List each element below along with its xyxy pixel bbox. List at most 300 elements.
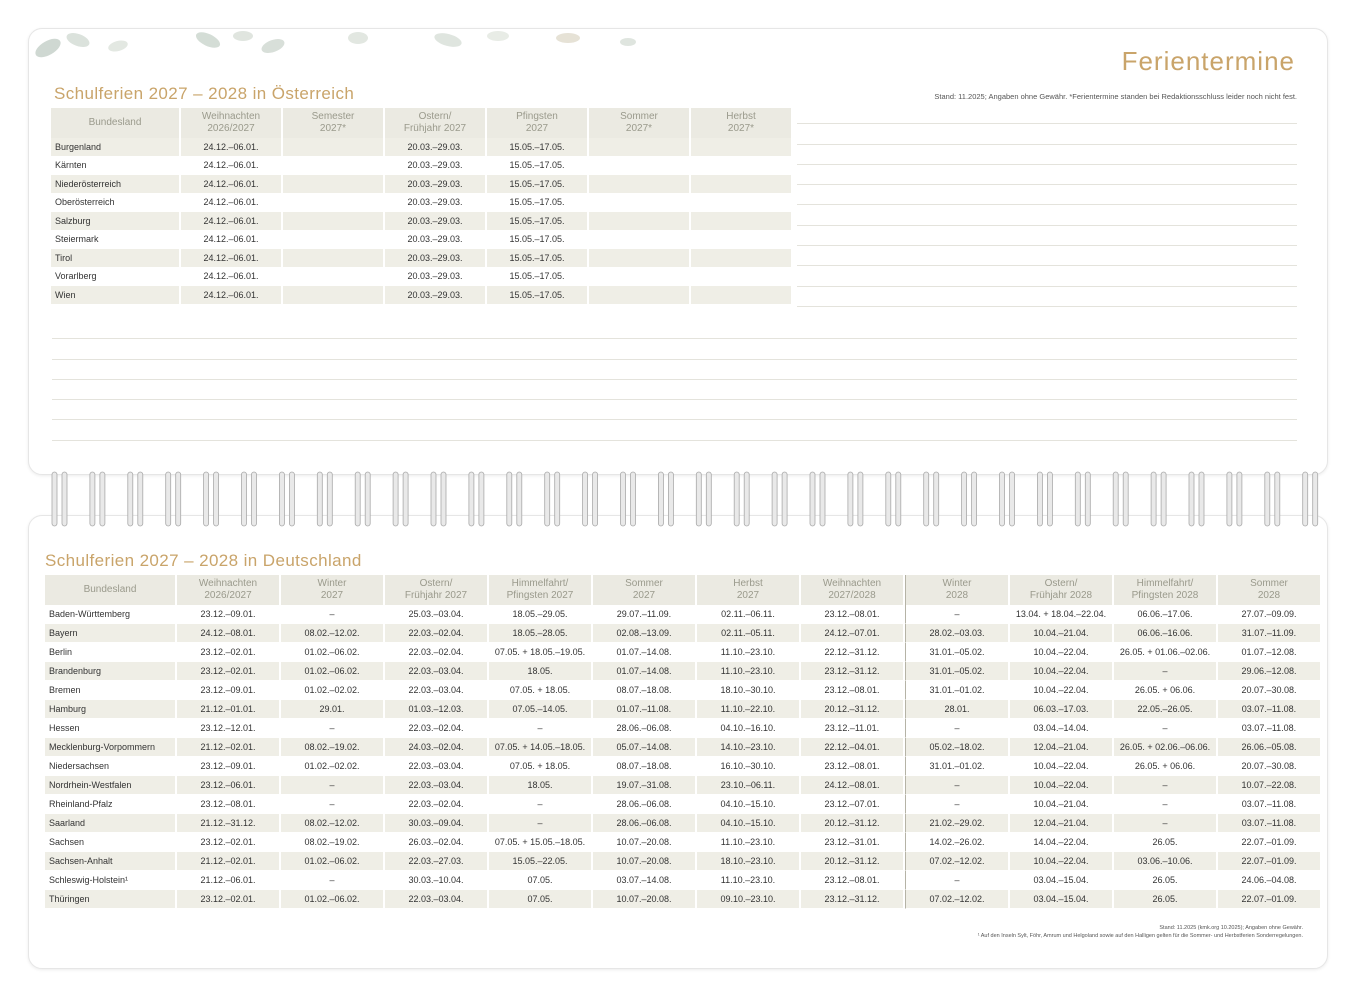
table-header: Ostern/ Frühjahr 2028: [1010, 575, 1112, 605]
date-cell: –: [1114, 776, 1216, 795]
table-row: [51, 212, 791, 231]
date-cell: 22.03.–02.04.: [385, 719, 487, 738]
date-cell: 12.04.–21.04.: [1010, 738, 1112, 757]
bundesland-cell: Sachsen: [45, 833, 175, 852]
table-row: [51, 175, 791, 194]
date-cell: 31.07.–11.09.: [1218, 624, 1320, 643]
date-cell: 27.07.–09.09.: [1218, 605, 1320, 624]
date-cell: 31.01.–05.02.: [905, 662, 1008, 681]
bundesland-cell: Niedersachsen: [45, 757, 175, 776]
table-header: Winter 2028: [905, 575, 1008, 605]
date-cell: [691, 231, 791, 250]
date-cell: 23.10.–06.11.: [697, 776, 799, 795]
note-lines-right: [797, 104, 1297, 307]
date-cell: 26.06.–05.08.: [1218, 738, 1320, 757]
date-cell: 20.03.–29.03.: [385, 194, 485, 213]
table-row: [51, 138, 791, 157]
bundesland-cell: Tirol: [51, 249, 179, 268]
date-cell: 24.12.–06.01.: [181, 286, 281, 305]
date-cell: [589, 286, 689, 305]
date-cell: 23.12.–08.01.: [801, 757, 903, 776]
date-cell: 07.05.–14.05.: [489, 700, 591, 719]
date-cell: 05.02.–18.02.: [905, 738, 1008, 757]
table-row: [45, 776, 1320, 795]
date-cell: 20.07.–30.08.: [1218, 681, 1320, 700]
date-cell: 31.01.–05.02.: [905, 643, 1008, 662]
date-cell: 01.07.–14.08.: [593, 662, 695, 681]
date-cell: 25.03.–03.04.: [385, 605, 487, 624]
date-cell: 21.12.–02.01.: [177, 852, 279, 871]
date-cell: 15.05.–17.05.: [487, 249, 587, 268]
bundesland-cell: Wien: [51, 286, 179, 305]
date-cell: 21.12.–01.01.: [177, 700, 279, 719]
date-cell: 01.07.–14.08.: [593, 643, 695, 662]
date-cell: 20.12.–31.12.: [801, 814, 903, 833]
germany-holiday-table: [43, 575, 1322, 909]
date-cell: 10.04.–22.04.: [1010, 776, 1112, 795]
date-cell: 22.03.–02.04.: [385, 624, 487, 643]
date-cell: [283, 249, 383, 268]
bundesland-cell: Thüringen: [45, 890, 175, 909]
date-cell: 26.05. + 01.06.–02.06.: [1114, 643, 1216, 662]
bundesland-cell: Bayern: [45, 624, 175, 643]
date-cell: 23.12.–12.01.: [177, 719, 279, 738]
date-cell: [589, 157, 689, 176]
date-cell: 07.02.–12.02.: [905, 852, 1008, 871]
table-row: [45, 795, 1320, 814]
date-cell: –: [1114, 719, 1216, 738]
date-cell: 07.05.: [489, 890, 591, 909]
date-cell: 23.12.–02.01.: [177, 833, 279, 852]
bundesland-cell: Oberösterreich: [51, 194, 179, 213]
date-cell: 26.05.: [1114, 833, 1216, 852]
date-cell: [691, 157, 791, 176]
date-cell: 07.05. + 14.05.–18.05.: [489, 738, 591, 757]
table-row: [51, 268, 791, 287]
date-cell: 07.05. + 18.05.–19.05.: [489, 643, 591, 662]
date-cell: 21.12.–06.01.: [177, 871, 279, 890]
bundesland-cell: Salzburg: [51, 212, 179, 231]
date-cell: 01.02.–06.02.: [281, 890, 383, 909]
date-cell: 08.02.–19.02.: [281, 833, 383, 852]
table-header: Sommer 2027: [593, 575, 695, 605]
date-cell: 20.07.–30.08.: [1218, 757, 1320, 776]
date-cell: 22.03.–02.04.: [385, 795, 487, 814]
date-cell: [589, 249, 689, 268]
date-cell: 26.03.–02.04.: [385, 833, 487, 852]
table-row: [45, 719, 1320, 738]
date-cell: 14.02.–26.02.: [905, 833, 1008, 852]
date-cell: [691, 138, 791, 157]
date-cell: 23.12.–02.01.: [177, 643, 279, 662]
date-cell: –: [489, 814, 591, 833]
date-cell: [589, 194, 689, 213]
date-cell: 23.12.–11.01.: [801, 719, 903, 738]
bundesland-cell: Mecklenburg-Vorpommern: [45, 738, 175, 757]
date-cell: –: [281, 776, 383, 795]
date-cell: 26.05. + 06.06.: [1114, 757, 1216, 776]
date-cell: 23.12.–09.01.: [177, 757, 279, 776]
bundesland-cell: Berlin: [45, 643, 175, 662]
date-cell: 08.02.–19.02.: [281, 738, 383, 757]
germany-section-title: Schulferien 2027 – 2028 in Deutschland: [45, 551, 362, 570]
table-row: [45, 681, 1320, 700]
bundesland-cell: Hessen: [45, 719, 175, 738]
date-cell: 13.04. + 18.04.–22.04.: [1010, 605, 1112, 624]
date-cell: –: [905, 776, 1008, 795]
date-cell: –: [905, 871, 1008, 890]
date-cell: 26.05. + 02.06.–06.06.: [1114, 738, 1216, 757]
date-cell: 20.12.–31.12.: [801, 700, 903, 719]
date-cell: 29.07.–11.09.: [593, 605, 695, 624]
date-cell: [283, 212, 383, 231]
date-cell: 23.12.–06.01.: [177, 776, 279, 795]
date-cell: 04.10.–15.10.: [697, 795, 799, 814]
date-cell: 15.05.–17.05.: [487, 194, 587, 213]
date-cell: 24.12.–07.01.: [801, 624, 903, 643]
date-cell: 15.05.–17.05.: [487, 157, 587, 176]
date-cell: [283, 157, 383, 176]
date-cell: 10.04.–22.04.: [1010, 662, 1112, 681]
date-cell: 08.07.–18.08.: [593, 757, 695, 776]
date-cell: 10.07.–22.08.: [1218, 776, 1320, 795]
date-cell: 01.02.–06.02.: [281, 643, 383, 662]
date-cell: 23.12.–07.01.: [801, 795, 903, 814]
date-cell: 04.10.–16.10.: [697, 719, 799, 738]
table-row: [45, 624, 1320, 643]
table-header: Pfingsten 2027: [487, 108, 587, 138]
date-cell: 21.12.–31.12.: [177, 814, 279, 833]
date-cell: 14.04.–22.04.: [1010, 833, 1112, 852]
table-row: [45, 833, 1320, 852]
date-cell: [589, 231, 689, 250]
date-cell: 19.07.–31.08.: [593, 776, 695, 795]
date-cell: 22.07.–01.09.: [1218, 890, 1320, 909]
date-cell: 15.05.–17.05.: [487, 268, 587, 287]
table-header: Winter 2027: [281, 575, 383, 605]
date-cell: 23.12.–02.01.: [177, 662, 279, 681]
date-cell: 03.04.–14.04.: [1010, 719, 1112, 738]
date-cell: 28.06.–06.08.: [593, 814, 695, 833]
spiral-binding-icon: [40, 468, 1320, 530]
date-cell: 24.03.–02.04.: [385, 738, 487, 757]
date-cell: [283, 268, 383, 287]
bundesland-cell: Burgenland: [51, 138, 179, 157]
date-cell: –: [281, 605, 383, 624]
bundesland-cell: Steiermark: [51, 231, 179, 250]
table-header: Ostern/ Frühjahr 2027: [385, 108, 485, 138]
date-cell: 24.12.–06.01.: [181, 268, 281, 287]
date-cell: 10.07.–20.08.: [593, 852, 695, 871]
date-cell: 24.12.–06.01.: [181, 212, 281, 231]
date-cell: 30.03.–09.04.: [385, 814, 487, 833]
bundesland-cell: Rheinland-Pfalz: [45, 795, 175, 814]
date-cell: 23.12.–08.01.: [801, 605, 903, 624]
date-cell: 22.07.–01.09.: [1218, 833, 1320, 852]
page-title: Ferientermine: [1121, 46, 1295, 76]
date-cell: 26.05.: [1114, 871, 1216, 890]
table-row: [51, 194, 791, 213]
date-cell: –: [489, 795, 591, 814]
footnote-stand: Stand: 11.2025 (kmk.org 10.2025); Angaben ohne Gewähr.: [1159, 925, 1303, 931]
bundesland-cell: Hamburg: [45, 700, 175, 719]
date-cell: 23.12.–08.01.: [801, 871, 903, 890]
table-row: [45, 662, 1320, 681]
date-cell: 20.03.–29.03.: [385, 175, 485, 194]
date-cell: 22.03.–03.04.: [385, 681, 487, 700]
table-header: Himmelfahrt/ Pfingsten 2028: [1114, 575, 1216, 605]
date-cell: 03.07.–11.08.: [1218, 700, 1320, 719]
date-cell: 22.03.–03.04.: [385, 890, 487, 909]
date-cell: 11.10.–23.10.: [697, 643, 799, 662]
date-cell: –: [1114, 662, 1216, 681]
date-cell: 16.10.–30.10.: [697, 757, 799, 776]
date-cell: 03.07.–11.08.: [1218, 795, 1320, 814]
date-cell: [691, 212, 791, 231]
date-cell: 24.12.–06.01.: [181, 175, 281, 194]
date-cell: [691, 268, 791, 287]
bundesland-cell: Kärnten: [51, 157, 179, 176]
date-cell: [283, 175, 383, 194]
date-cell: 11.10.–23.10.: [697, 871, 799, 890]
date-cell: 22.03.–27.03.: [385, 852, 487, 871]
date-cell: 24.12.–08.01.: [801, 776, 903, 795]
bundesland-cell: Sachsen-Anhalt: [45, 852, 175, 871]
table-header: Herbst 2027*: [691, 108, 791, 138]
date-cell: 03.07.–14.08.: [593, 871, 695, 890]
table-row: [45, 871, 1320, 890]
bundesland-cell: Schleswig-Holstein¹: [45, 871, 175, 890]
date-cell: 22.05.–26.05.: [1114, 700, 1216, 719]
date-cell: 22.03.–03.04.: [385, 662, 487, 681]
date-cell: 22.03.–03.04.: [385, 776, 487, 795]
date-cell: 03.06.–10.06.: [1114, 852, 1216, 871]
date-cell: 18.05.–29.05.: [489, 605, 591, 624]
date-cell: –: [905, 719, 1008, 738]
date-cell: 01.02.–06.02.: [281, 662, 383, 681]
date-cell: –: [281, 795, 383, 814]
date-cell: 01.02.–06.02.: [281, 852, 383, 871]
date-cell: 01.07.–11.08.: [593, 700, 695, 719]
date-cell: 23.12.–08.01.: [801, 681, 903, 700]
date-cell: 20.12.–31.12.: [801, 852, 903, 871]
table-header: Bundesland: [45, 575, 175, 605]
date-cell: 11.10.–22.10.: [697, 700, 799, 719]
date-cell: 10.04.–21.04.: [1010, 624, 1112, 643]
date-cell: 24.06.–04.08.: [1218, 871, 1320, 890]
date-cell: 24.12.–06.01.: [181, 138, 281, 157]
eucalyptus-decoration-icon: [28, 28, 668, 84]
date-cell: 20.03.–29.03.: [385, 268, 485, 287]
bundesland-cell: Vorarlberg: [51, 268, 179, 287]
date-cell: [283, 194, 383, 213]
date-cell: 22.03.–02.04.: [385, 643, 487, 662]
date-cell: 21.02.–29.02.: [905, 814, 1008, 833]
date-cell: 12.04.–21.04.: [1010, 814, 1112, 833]
date-cell: 18.10.–30.10.: [697, 681, 799, 700]
date-cell: 06.03.–17.03.: [1010, 700, 1112, 719]
bundesland-cell: Brandenburg: [45, 662, 175, 681]
date-cell: 03.07.–11.08.: [1218, 719, 1320, 738]
date-cell: 01.02.–02.02.: [281, 681, 383, 700]
date-cell: 10.04.–22.04.: [1010, 643, 1112, 662]
date-cell: [283, 231, 383, 250]
date-cell: 23.12.–09.01.: [177, 681, 279, 700]
date-cell: 26.05.: [1114, 890, 1216, 909]
date-cell: [589, 175, 689, 194]
date-cell: 02.11.–05.11.: [697, 624, 799, 643]
table-header: Himmelfahrt/ Pfingsten 2027: [489, 575, 591, 605]
date-cell: 21.12.–02.01.: [177, 738, 279, 757]
date-cell: 24.12.–06.01.: [181, 249, 281, 268]
date-cell: 28.01.: [905, 700, 1008, 719]
date-cell: 28.02.–03.03.: [905, 624, 1008, 643]
date-cell: 10.07.–20.08.: [593, 890, 695, 909]
date-cell: 18.05.: [489, 776, 591, 795]
date-cell: 18.10.–23.10.: [697, 852, 799, 871]
date-cell: 30.03.–10.04.: [385, 871, 487, 890]
date-cell: 02.11.–06.11.: [697, 605, 799, 624]
date-cell: –: [1114, 814, 1216, 833]
date-cell: 08.02.–12.02.: [281, 814, 383, 833]
date-cell: 20.03.–29.03.: [385, 249, 485, 268]
date-cell: 11.10.–23.10.: [697, 833, 799, 852]
date-cell: 24.12.–06.01.: [181, 194, 281, 213]
date-cell: –: [1114, 795, 1216, 814]
date-cell: 02.08.–13.09.: [593, 624, 695, 643]
date-cell: –: [905, 795, 1008, 814]
date-cell: 05.07.–14.08.: [593, 738, 695, 757]
table-row: [45, 700, 1320, 719]
bundesland-cell: Bremen: [45, 681, 175, 700]
date-cell: 10.04.–22.04.: [1010, 852, 1112, 871]
date-cell: 10.04.–22.04.: [1010, 681, 1112, 700]
date-cell: 08.07.–18.08.: [593, 681, 695, 700]
date-cell: 22.12.–04.01.: [801, 738, 903, 757]
date-cell: 06.06.–17.06.: [1114, 605, 1216, 624]
date-cell: 22.03.–03.04.: [385, 757, 487, 776]
date-cell: 03.04.–15.04.: [1010, 871, 1112, 890]
table-header: Sommer 2027*: [589, 108, 689, 138]
table-header: Sommer 2028: [1218, 575, 1320, 605]
date-cell: 01.03.–12.03.: [385, 700, 487, 719]
date-cell: 15.05.–17.05.: [487, 175, 587, 194]
date-cell: –: [281, 871, 383, 890]
table-row: [51, 286, 791, 305]
date-cell: –: [905, 605, 1008, 624]
date-cell: 07.05. + 18.05.: [489, 757, 591, 776]
table-row: [51, 231, 791, 250]
table-header: Bundesland: [51, 108, 179, 138]
table-row: [45, 643, 1320, 662]
bundesland-cell: Saarland: [45, 814, 175, 833]
austria-section-title: Schulferien 2027 – 2028 in Österreich: [54, 84, 355, 103]
table-header: Weihnachten 2027/2028: [801, 575, 903, 605]
date-cell: 31.01.–01.02.: [905, 757, 1008, 776]
date-cell: 23.12.–31.01.: [801, 833, 903, 852]
date-cell: 03.04.–15.04.: [1010, 890, 1112, 909]
date-cell: 23.12.–31.12.: [801, 890, 903, 909]
date-cell: 28.06.–06.08.: [593, 719, 695, 738]
table-header: Ostern/ Frühjahr 2027: [385, 575, 487, 605]
date-cell: 15.05.–17.05.: [487, 231, 587, 250]
date-cell: 08.02.–12.02.: [281, 624, 383, 643]
date-cell: 23.12.–09.01.: [177, 605, 279, 624]
table-row: [45, 890, 1320, 909]
date-cell: 28.06.–06.08.: [593, 795, 695, 814]
table-header: Semester 2027*: [283, 108, 383, 138]
date-cell: 10.04.–22.04.: [1010, 757, 1112, 776]
table-header: Weihnachten 2026/2027: [181, 108, 281, 138]
note-lines-bottom: [52, 319, 1297, 441]
date-cell: [589, 138, 689, 157]
date-cell: [283, 138, 383, 157]
date-cell: [589, 268, 689, 287]
footnote-islands: ¹ Auf den Inseln Sylt, Föhr, Amrum und Helgoland sowie auf den Halligen gelten für die Sommer- und Herbstferien Sonderregelungen.: [977, 933, 1303, 939]
date-cell: [283, 286, 383, 305]
date-cell: 18.05.: [489, 662, 591, 681]
table-row: [45, 757, 1320, 776]
date-cell: 01.02.–02.02.: [281, 757, 383, 776]
table-row: [45, 814, 1320, 833]
date-cell: [691, 175, 791, 194]
bundesland-cell: Niederösterreich: [51, 175, 179, 194]
date-cell: 10.04.–21.04.: [1010, 795, 1112, 814]
date-cell: 24.12.–06.01.: [181, 157, 281, 176]
table-row: [45, 852, 1320, 871]
date-cell: 15.05.–17.05.: [487, 138, 587, 157]
date-cell: 11.10.–23.10.: [697, 662, 799, 681]
date-cell: 20.03.–29.03.: [385, 157, 485, 176]
date-cell: 20.03.–29.03.: [385, 286, 485, 305]
date-cell: [691, 249, 791, 268]
date-cell: 10.07.–20.08.: [593, 833, 695, 852]
date-cell: 18.05.–28.05.: [489, 624, 591, 643]
table-header: Herbst 2027: [697, 575, 799, 605]
date-cell: 22.07.–01.09.: [1218, 852, 1320, 871]
table-row: [45, 738, 1320, 757]
date-cell: 24.12.–08.01.: [177, 624, 279, 643]
table-row: [45, 605, 1320, 624]
austria-holiday-table: [49, 108, 793, 305]
date-cell: 22.12.–31.12.: [801, 643, 903, 662]
date-cell: 31.01.–01.02.: [905, 681, 1008, 700]
date-cell: –: [281, 719, 383, 738]
date-cell: –: [489, 719, 591, 738]
date-cell: [691, 286, 791, 305]
date-cell: 06.06.–16.06.: [1114, 624, 1216, 643]
date-cell: 09.10.–23.10.: [697, 890, 799, 909]
date-cell: 26.05. + 06.06.: [1114, 681, 1216, 700]
bundesland-cell: Nordrhein-Westfalen: [45, 776, 175, 795]
date-cell: 29.01.: [281, 700, 383, 719]
date-cell: 01.07.–12.08.: [1218, 643, 1320, 662]
date-cell: 29.06.–12.08.: [1218, 662, 1320, 681]
date-cell: 07.05. + 15.05.–18.05.: [489, 833, 591, 852]
table-row: [51, 157, 791, 176]
date-cell: 15.05.–17.05.: [487, 286, 587, 305]
date-cell: 20.03.–29.03.: [385, 138, 485, 157]
date-cell: 23.12.–31.12.: [801, 662, 903, 681]
date-cell: 23.12.–08.01.: [177, 795, 279, 814]
date-cell: 24.12.–06.01.: [181, 231, 281, 250]
date-cell: 07.05. + 18.05.: [489, 681, 591, 700]
date-cell: [589, 212, 689, 231]
date-cell: 07.05.: [489, 871, 591, 890]
date-cell: 20.03.–29.03.: [385, 212, 485, 231]
date-cell: 14.10.–23.10.: [697, 738, 799, 757]
date-cell: 03.07.–11.08.: [1218, 814, 1320, 833]
